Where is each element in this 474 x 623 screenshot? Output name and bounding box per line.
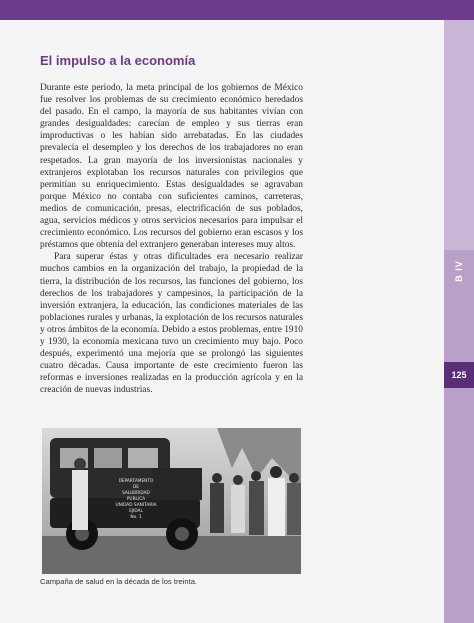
sign-line: UNIDAD SANITARIA: [115, 503, 157, 508]
article-body: [40, 82, 303, 396]
section-title: El impulso a la economía: [40, 53, 196, 68]
sign-line: SALUBRIDAD: [122, 491, 150, 496]
sign-line: PÚBLICA: [126, 497, 146, 502]
top-color-bar: [0, 0, 474, 20]
sign-line: DEPARTAMENTO: [118, 479, 154, 484]
section-label: [444, 242, 474, 300]
photo-caption: Campaña de salud en la década de los treinta.: [40, 577, 198, 586]
side-strip-light-band: [444, 20, 474, 250]
paragraph-1: Durante este periodo, la meta principal de los gobiernos de México fue resolver los problemas de su crecimiento económico heredados del pasado. En el campo, la mayoría de sus habitantes vivían con grandes desigualdades: carecían de empleo y sus tierras eran improductivas o les habían sido arrebatadas. En las ciudades prevalecía el desempleo y los derechos de los trabajadores no eran respetados. La gran mayoría de los inversionistas nacionales y extranjeros explotaban los recursos naturales con privilegios que permitían su enriquecimiento. Estas desigualdades se agravaban porque México no contaba con suficientes caminos, carreteras, medios de comunicación, presas, electrificación de sus poblados, agua, servicios médicos y otros servicios necesarios para impulsar el crecimiento económico. Los recursos del gobierno eran escasos y los préstamos que obtenía del extranjero generaban intereses muy altos.: [40, 83, 303, 251]
photo-illustration: [42, 428, 301, 574]
page-number: 125: [444, 362, 474, 388]
sign-line: EJIDAL: [129, 509, 143, 514]
paragraph-2: Para superar éstas y otras dificultades era necesario realizar muchos cambios en la organización del trabajo, la propiedad de la tierra, la distribución de los recursos, las funciones del gobierno, los derechos de los trabajadores y campesinos, la participación de la inversión extranjera, la educación, las condiciones materiales de las poblaciones rurales y urbanas, la explotación de los recursos naturales y otros ámbitos de la economía. Debido a estos problemas, entre 1910 y 1930, la economía mexicana tuvo un crecimiento muy bajo. Poco después, experimentó una mejoría que se prolongó las siguientes cuatro décadas. Causa importante de este crecimiento fueron las reformas e inversiones realizadas en la producción agrícola y en la creación de nuevas industrias.: [40, 252, 303, 396]
historical-photo: [42, 428, 301, 574]
sign-line: No. 1: [130, 515, 142, 520]
section-label-text: B IV: [453, 260, 464, 282]
sign-line: DE: [132, 485, 140, 490]
side-color-strip: [444, 20, 474, 623]
